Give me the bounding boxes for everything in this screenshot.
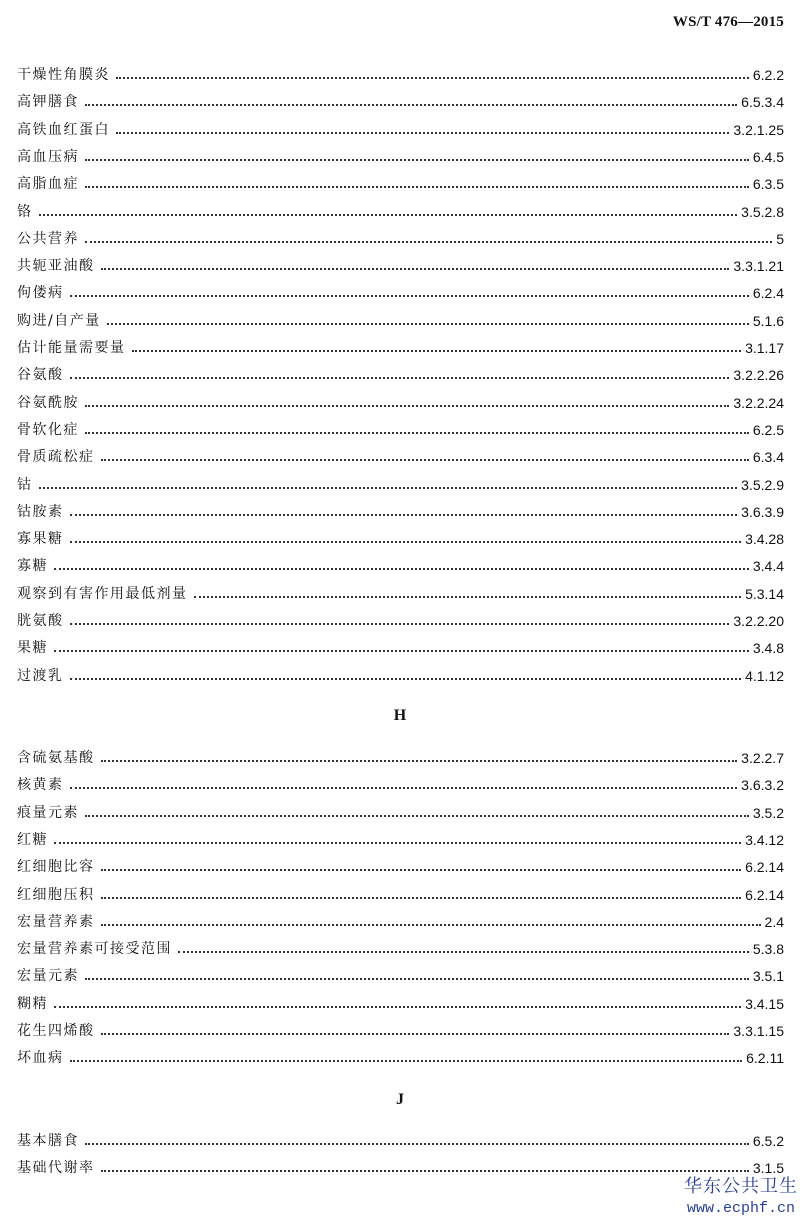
entry-reference: 3.4.28	[745, 531, 784, 548]
entry-reference: 4.1.12	[745, 667, 784, 684]
dot-leader	[70, 541, 742, 543]
index-entry	[17, 497, 784, 521]
entry-reference: 3.4.15	[745, 995, 784, 1012]
entry-reference: 6.2.5	[752, 421, 784, 438]
index-entry	[17, 278, 784, 302]
dot-leader	[39, 487, 738, 489]
index-entry	[17, 825, 784, 849]
index-entry	[17, 197, 784, 221]
entry-reference: 3.4.4	[752, 558, 784, 575]
entry-term: 基础代谢率	[17, 1160, 95, 1177]
index-entry	[17, 251, 784, 275]
entry-reference: 3.6.3.2	[741, 777, 784, 794]
entry-term: 谷氨酸	[17, 367, 64, 384]
entry-reference: 5	[776, 230, 784, 247]
entry-term: 购进/自产量	[17, 312, 101, 329]
entry-reference: 6.3.4	[752, 449, 784, 466]
entry-term: 红细胞压积	[17, 886, 95, 903]
dot-leader	[107, 323, 749, 325]
entry-term: 寡果糖	[17, 531, 64, 548]
section-letter: J	[396, 1091, 404, 1108]
index-entry	[17, 470, 784, 494]
dot-leader	[101, 1033, 730, 1035]
entry-term: 胱氨酸	[17, 613, 64, 629]
index-entry	[17, 989, 784, 1013]
entry-reference: 5.3.8	[752, 941, 784, 958]
entry-reference: 3.3.1.21	[733, 258, 784, 275]
dot-leader	[70, 787, 738, 789]
dot-leader	[101, 459, 749, 461]
dot-leader	[54, 842, 741, 844]
entry-term: 痕量元素	[17, 804, 79, 821]
entry-reference: 3.2.2.20	[733, 613, 784, 629]
entry-reference: 6.4.5	[752, 148, 784, 165]
entry-term: 观察到有害作用最低剂量	[17, 585, 188, 602]
index-entry	[17, 907, 784, 931]
watermark-name: 华东公共卫生	[684, 1176, 798, 1197]
dot-leader	[101, 924, 761, 926]
entry-reference: 3.2.2.7	[741, 750, 784, 766]
index-entry	[17, 360, 784, 384]
dot-leader	[54, 568, 749, 570]
index-entry	[17, 961, 784, 985]
dot-leader	[194, 596, 742, 598]
index-entry	[17, 442, 784, 466]
entry-term: 宏量营养素	[17, 913, 95, 930]
entry-reference: 5.3.14	[745, 585, 784, 602]
dot-leader	[85, 978, 749, 980]
entry-term: 红细胞比容	[17, 859, 95, 876]
entry-reference: 3.2.2.24	[733, 394, 784, 411]
entry-term: 红糖	[17, 831, 48, 848]
entry-reference: 6.3.5	[752, 176, 784, 193]
index-entry	[17, 333, 784, 357]
entry-term: 谷氨酰胺	[17, 394, 79, 411]
dot-leader	[101, 897, 742, 899]
index-entry	[17, 1043, 784, 1067]
entry-reference: 3.1.5	[752, 1160, 784, 1177]
index-entry	[17, 388, 784, 412]
index-entry	[17, 524, 784, 548]
dot-leader	[85, 1143, 749, 1145]
entry-reference: 3.2.1.25	[733, 121, 784, 138]
entry-term: 过渡乳	[17, 667, 64, 684]
dot-leader	[70, 295, 749, 297]
document-code: WS/T 476—2015	[672, 14, 784, 30]
index-entry	[17, 415, 784, 439]
dot-leader	[101, 268, 730, 270]
dot-leader	[70, 1060, 743, 1062]
watermark-url: www.ecphf.cn	[686, 1200, 796, 1217]
entry-reference: 6.2.2	[752, 67, 784, 83]
entry-term: 宏量元素	[17, 968, 79, 985]
dot-leader	[85, 159, 749, 161]
index-entry	[17, 743, 784, 767]
entry-term: 核黄素	[17, 777, 64, 794]
index-entry	[17, 798, 784, 822]
dot-leader	[85, 432, 749, 434]
dot-leader	[70, 377, 730, 379]
entry-reference: 3.5.2.9	[741, 476, 784, 493]
index-entry	[17, 770, 784, 794]
dot-leader	[85, 815, 749, 817]
dot-leader	[70, 623, 730, 625]
entry-term: 干燥性角膜炎	[17, 67, 110, 83]
dot-leader	[116, 77, 749, 79]
dot-leader	[70, 514, 738, 516]
dot-leader	[54, 1006, 741, 1008]
index-entry	[17, 87, 784, 111]
index-entry	[17, 1126, 784, 1150]
index-entry	[17, 880, 784, 904]
index-entry	[17, 142, 784, 166]
dot-leader	[85, 104, 737, 106]
index-entry	[17, 1016, 784, 1040]
entry-term: 宏量营养素可接受范围	[17, 941, 172, 958]
entry-reference: 2.4	[764, 913, 784, 930]
index-entry	[17, 633, 784, 657]
entry-reference: 3.4.12	[745, 831, 784, 848]
entry-reference: 3.1.17	[745, 340, 784, 356]
entry-term: 高脂血症	[17, 176, 79, 193]
dot-leader	[116, 132, 729, 134]
dot-leader	[39, 214, 738, 216]
dot-leader	[54, 650, 749, 652]
entry-term: 寡糖	[17, 558, 48, 575]
entry-reference: 6.2.14	[745, 859, 784, 876]
entry-reference: 6.5.3.4	[741, 94, 784, 111]
section-letter: H	[393, 707, 407, 724]
dot-leader	[101, 1170, 749, 1172]
entry-term: 骨软化症	[17, 421, 79, 438]
entry-reference: 3.3.1.15	[733, 1023, 784, 1039]
entry-term: 钴	[17, 476, 33, 493]
index-entry	[17, 306, 784, 330]
index-entry	[17, 661, 784, 685]
entry-reference: 6.2.11	[746, 1050, 784, 1067]
index-entry	[17, 224, 784, 248]
index-entry	[17, 606, 784, 630]
entry-term: 高钾膳食	[17, 94, 79, 111]
index-entry	[17, 852, 784, 876]
entry-term: 高血压病	[17, 148, 79, 165]
entry-term: 公共营养	[17, 230, 79, 247]
dot-leader	[178, 951, 749, 953]
dot-leader	[101, 760, 738, 762]
entry-term: 坏血病	[17, 1050, 64, 1067]
dot-leader	[132, 350, 742, 352]
entry-term: 高铁血红蛋白	[17, 121, 110, 138]
entry-term: 共轭亚油酸	[17, 258, 95, 275]
entry-term: 骨质疏松症	[17, 449, 95, 466]
entry-term: 花生四烯酸	[17, 1023, 95, 1039]
entry-term: 基本膳食	[17, 1133, 79, 1149]
dot-leader	[70, 678, 742, 680]
entry-reference: 3.2.2.26	[733, 367, 784, 384]
entry-reference: 3.5.2.8	[741, 203, 784, 220]
entry-term: 铬	[17, 203, 33, 220]
dot-leader	[85, 186, 749, 188]
dot-leader	[101, 869, 742, 871]
index-entry	[17, 1153, 784, 1177]
entry-reference: 6.2.14	[745, 886, 784, 903]
dot-leader	[85, 405, 729, 407]
entry-term: 含硫氨基酸	[17, 750, 95, 766]
index-entry	[17, 169, 784, 193]
entry-reference: 6.5.2	[752, 1133, 784, 1149]
entry-term: 果糖	[17, 640, 48, 657]
index-entry	[17, 579, 784, 603]
index-entry	[17, 115, 784, 139]
entry-reference: 3.5.2	[752, 804, 784, 821]
index-entry	[17, 60, 784, 84]
entry-reference: 3.5.1	[752, 968, 784, 985]
entry-term: 估计能量需要量	[17, 340, 126, 356]
dot-leader	[85, 241, 772, 243]
entry-reference: 3.6.3.9	[741, 503, 784, 520]
entry-term: 钴胺素	[17, 503, 64, 520]
entry-term: 糊精	[17, 995, 48, 1012]
entry-reference: 5.1.6	[752, 312, 784, 329]
entry-term: 佝偻病	[17, 285, 64, 302]
entry-reference: 6.2.4	[752, 285, 784, 302]
index-entry	[17, 934, 784, 958]
index-entry	[17, 551, 784, 575]
entry-reference: 3.4.8	[752, 640, 784, 657]
watermark	[684, 1175, 798, 1219]
